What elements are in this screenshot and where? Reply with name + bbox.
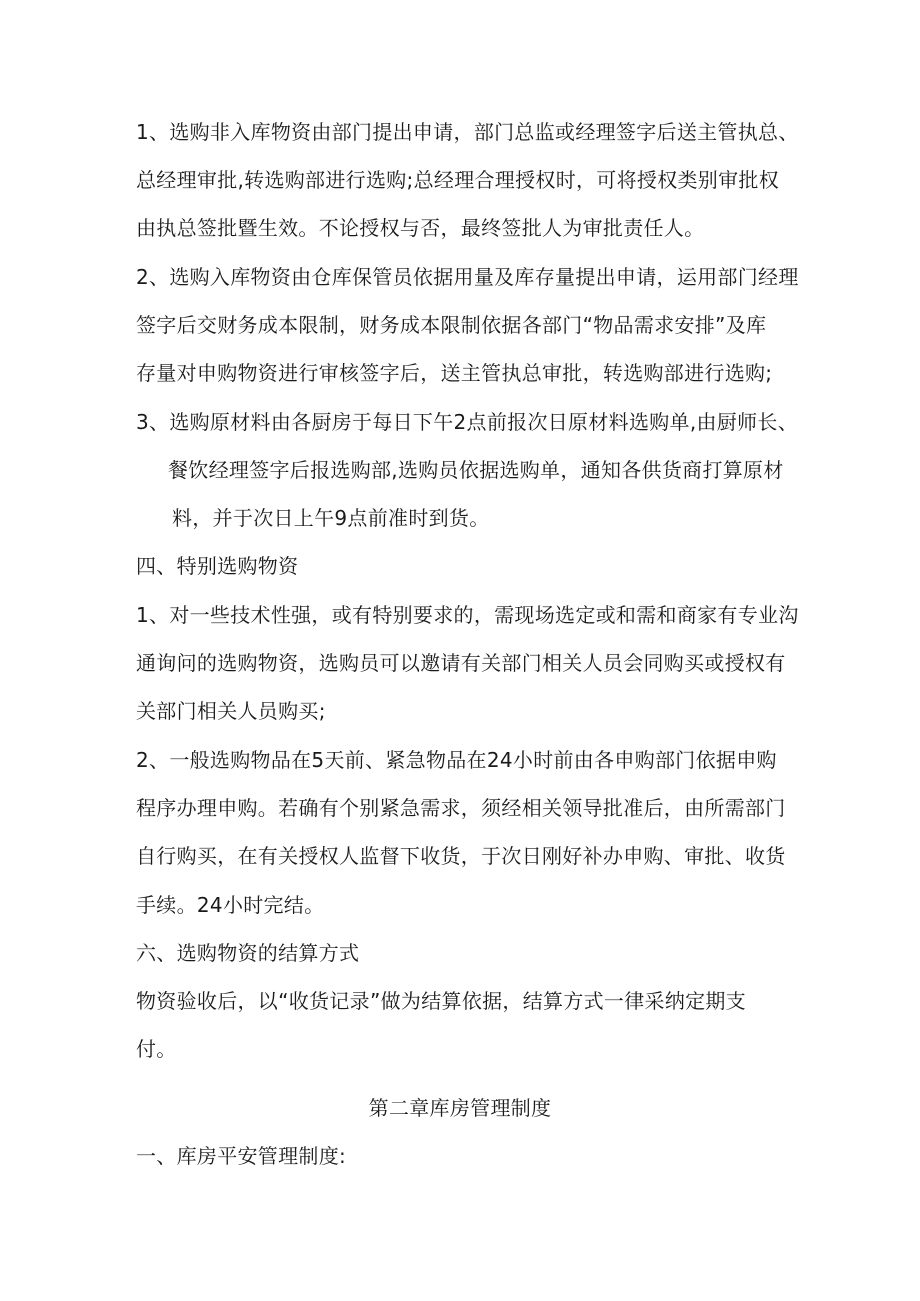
paragraph-line: 2、一般选购物品在5天前、紧急物品在24小时前由各申购部门依据申购 <box>136 748 777 772</box>
paragraph-line: 1、对一些技术性强，或有特别要求的，需现场选定或和需和商家有专业沟 <box>136 603 799 627</box>
paragraph-line: 关部门相关人员购买; <box>136 699 326 723</box>
paragraph-line: 总经理审批,转选购部进行选购;总经理合理授权时，可将授权类别审批权 <box>136 168 779 192</box>
section-heading: 四、特别选购物资 <box>136 554 299 578</box>
paragraph-line: 3、选购原材料由各厨房于每日下午2点前报次日原材料选购单,由厨师长、 <box>136 410 799 434</box>
paragraph-line: 料，并于次日上午9点前准时到货。 <box>172 506 490 530</box>
paragraph-line: 物资验收后，以“收货记录”做为结算依据，结算方式一律采纳定期支 <box>136 989 747 1013</box>
paragraph-line: 2、选购入库物资由仓库保管员依据用量及库存量提出申请，运用部门经理 <box>136 265 799 289</box>
paragraph-line: 通询问的选购物资，选购员可以邀请有关部门相关人员会同购买或授权有 <box>136 651 786 675</box>
paragraph-line: 付。 <box>136 1037 177 1061</box>
paragraph-line: 存量对申购物资进行审核签字后，送主管执总审批，转选购部进行选购; <box>136 361 773 385</box>
paragraph-line: 餐饮经理签字后报选购部,选购员依据选购单，通知各供货商打算原材 <box>168 458 784 482</box>
paragraph-line: 由执总签批暨生效。不论授权与否，最终签批人为审批责任人。 <box>136 216 705 240</box>
paragraph-line: 1、选购非入库物资由部门提出申请，部门总监或经理签字后送主管执总、 <box>136 120 799 144</box>
paragraph-line: 程序办理申购。若确有个别紧急需求，须经相关领导批准后，由所需部门 <box>136 796 786 820</box>
section-heading: 一、库房平安管理制度: <box>136 1144 347 1168</box>
paragraph-line: 自行购买，在有关授权人监督下收货，于次日刚好补办申购、审批、收货 <box>136 844 786 868</box>
paragraph-line: 手续。24小时完结。 <box>136 893 325 917</box>
chapter-title: 第二章库房管理制度 <box>368 1096 552 1120</box>
paragraph-line: 签字后交财务成本限制，财务成本限制依据各部门“物品需求安排”及库 <box>136 313 767 337</box>
section-heading: 六、选购物资的结算方式 <box>136 941 360 965</box>
